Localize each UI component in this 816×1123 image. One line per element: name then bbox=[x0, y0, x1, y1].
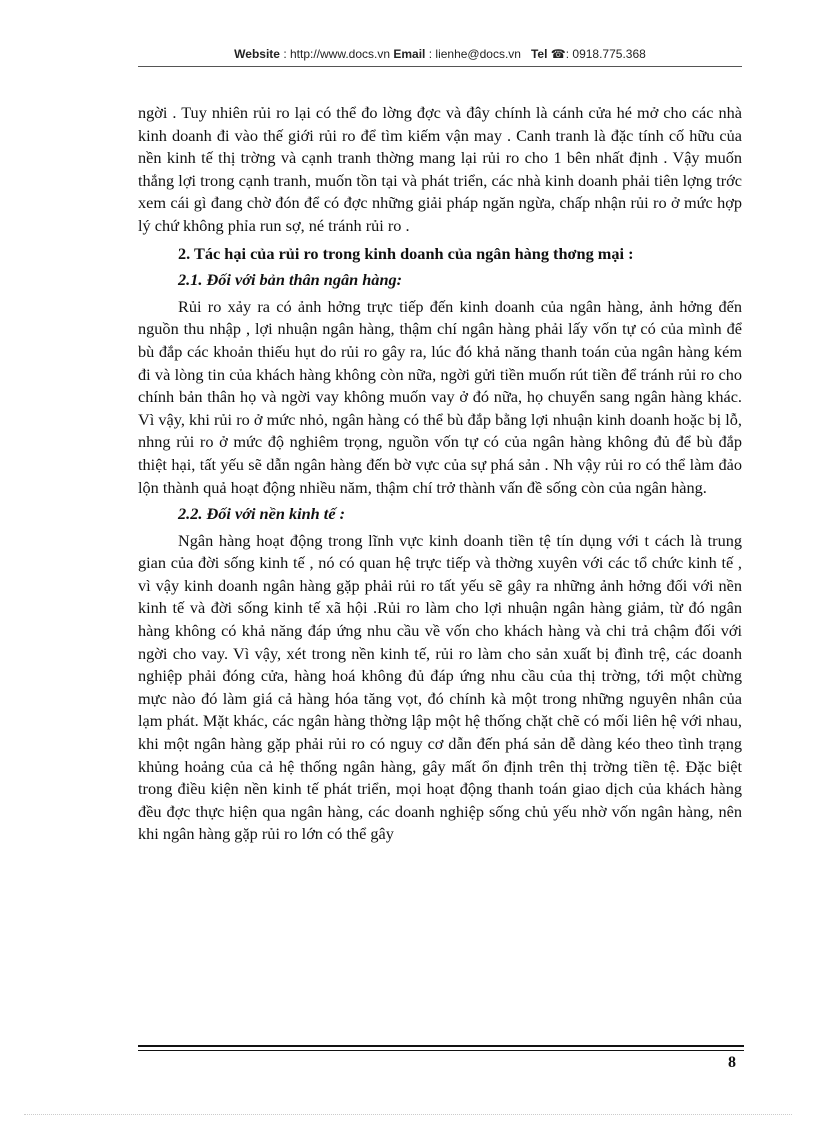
document-body bbox=[138, 102, 742, 846]
footer-divider-thick bbox=[138, 1045, 744, 1047]
header-divider bbox=[138, 66, 742, 67]
email-value: : lienhe@docs.vn bbox=[428, 47, 521, 61]
page-bottom-border bbox=[24, 1114, 792, 1115]
tel-label: Tel bbox=[530, 47, 548, 61]
paragraph-continuation: ngời . Tuy nhiên rủi ro lại có thể đo lờng đợc và đây chính là cánh cửa hé mở cho các nhà kinh doanh đi vào thế giới rủi ro để tìm kiếm vận may . Canh tranh là đặc tính cố hữu của nền kinh tế thị trờng và cạnh tranh thờng mang lại rủi ro cho 1 bên nhất định . Vậy muốn thắng lợi trong cạnh tranh, muốn tồn tại và phát triển, các nhà kinh doanh phải tiên lợng trớc xem cái gì đang chờ đón để có đợc những giải pháp ngăn ngừa, chấp nhận rủi ro ở mức hợp lý chứ không phỉa run sợ, né tránh rủi ro . bbox=[138, 103, 742, 235]
page-header bbox=[138, 47, 742, 61]
section-heading-2: 2. Tác hại của rủi ro trong kinh doanh của ngân hàng thơng mại : bbox=[178, 243, 634, 263]
page-number: 8 bbox=[728, 1054, 736, 1071]
website-value: : http://www.docs.vn bbox=[283, 47, 391, 61]
paragraph-economy-impact: Ngân hàng hoạt động trong lĩnh vực kinh doanh tiền tệ tín dụng với t cách là trung gian của đời sống kinh tế , nó có quan hệ trực tiếp và thờng xuyên với các tổ chức kinh tế , vì vậy kinh doanh ngân hàng gặp phải rủi ro tất yếu sẽ gây ra những ảnh hởng đối với nền kinh tế và đời sống kinh tế xã hội .Rủi ro làm cho lợi nhuận ngân hàng giảm, từ đó ngân hàng không có khả năng đáp ứng nhu cầu về vốn cho khách hàng và chi trả chậm đối với ngời cho vay. Vì vậy, xét trong nền kinh tế, rủi ro làm cho sản xuất bị đình trệ, các doanh nghiệp phải đóng cửa, hàng hoá không đủ đáp ứng nhu cầu của thị trờng, tới một chừng mực nào đó làm giá cả hàng hóa tăng vọt, đó chính kà một trong những nguyên nhân của lạm phát. Mặt khác, các ngân hàng thờng lập một hệ thống chặt chẽ có mối liên hệ với nhau, khi một ngân hàng gặp phải rủi ro có nguy cơ dẫn đến phá sản dễ dàng kéo theo tình trạng khủng hoảng của cả hệ thống ngân hàng, gây mất ổn định trên thị trờng tiền tệ. Đặc biệt trong điều kiện nền kinh tế phát triển, mọi hoạt động thanh toán giao dịch của khách hàng đều đợc thực hiện qua ngân hàng, các doanh nghiệp sống chủ yếu nhờ vốn ngân hàng, nên khi ngân hàng gặp rủi ro lớn có thể gây bbox=[138, 530, 742, 844]
email-label: Email bbox=[393, 47, 426, 61]
subsection-heading-2-2: 2.2. Đối với nền kinh tế : bbox=[178, 504, 346, 524]
footer-divider-thin bbox=[138, 1050, 744, 1051]
paragraph-bank-impact: Rủi ro xảy ra có ảnh hởng trực tiếp đến kinh doanh của ngân hàng, ảnh hởng đến nguồn thu nhập , lợi nhuận ngân hàng, thậm chí ngân hàng phải lấy vốn tự có của mình để bù đắp các khoản thiếu hụt do rủi ro gây ra, lúc đó khả năng thanh toán của ngân hàng kém đi và lòng tin của khách hàng không còn nữa, ngời gửi tiền muốn rút tiền để tránh rủi ro cho chính bản thân họ và ngời vay không muốn vay ở đó nữa, họ chuyển sang ngân hàng khác. Vì vậy, khi rủi ro ở mức nhỏ, ngân hàng có thể bù đắp bằng lợi nhuận kinh doanh hoặc bị lỗ, nhng rủi ro ở mức độ nghiêm trọng, nguồn vốn tự có của ngân hàng không đủ để bù đắp thiệt hại, tất yếu sẽ dẫn ngân hàng đến bờ vực của sự phá sản . Nh vậy rủi ro có thể làm đảo lộn thành quả hoạt động nhiều năm, thậm chí trở thành vấn đề sống còn của ngân hàng. bbox=[138, 296, 742, 497]
website-label: Website bbox=[234, 47, 280, 61]
subsection-heading-2-1: 2.1. Đối với bản thân ngân hàng: bbox=[178, 270, 403, 290]
phone-icon: ☎ bbox=[550, 47, 566, 61]
tel-value: : 0918.775.368 bbox=[565, 47, 646, 61]
